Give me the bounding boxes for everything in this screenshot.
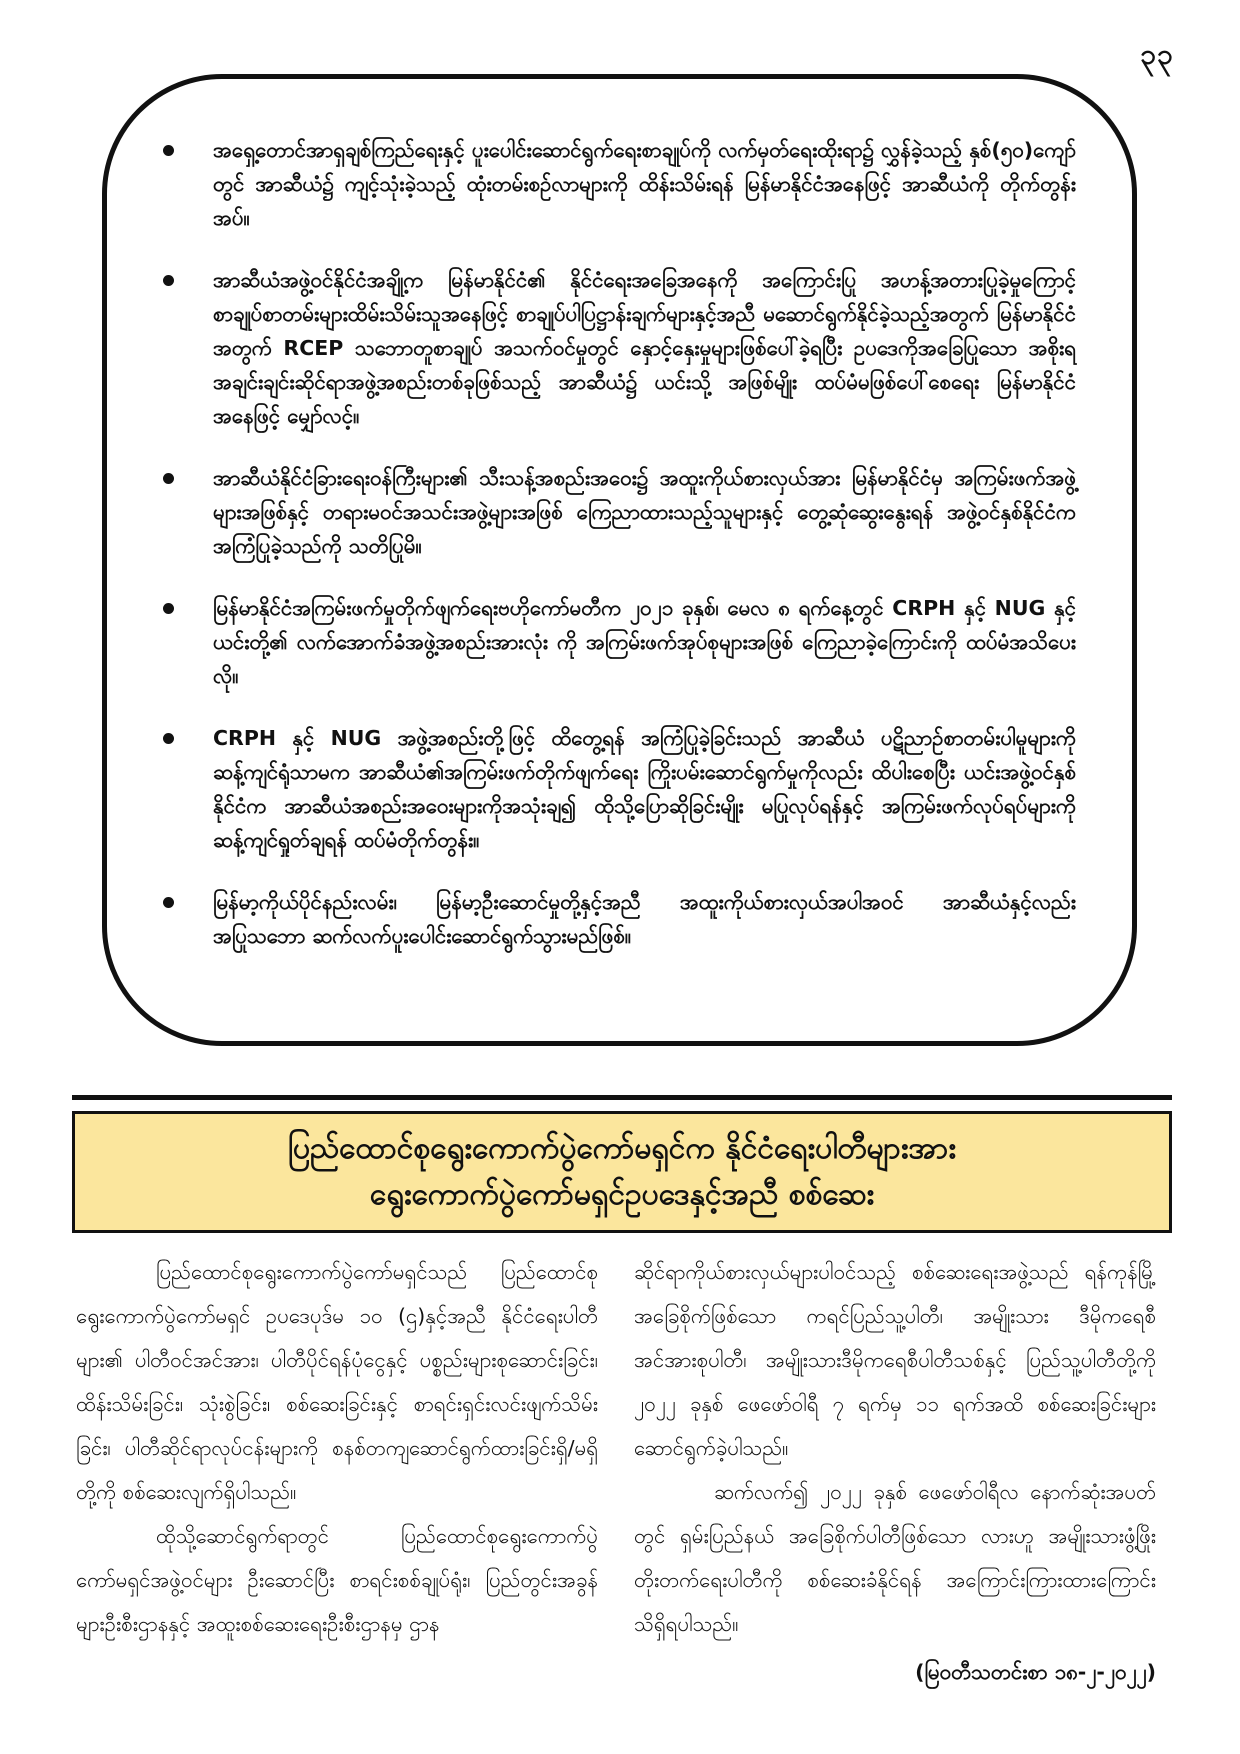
article-paragraph: ဆက်လက်၍ ၂၀၂၂ ခုနှစ် ဖေဖော်ဝါရီလ နောက်ဆုံးအပတ်တွင် ရှမ်းပြည်နယ် အခြေစိုက်ပါတီဖြစ်သော လားဟူ အမျိုးသားဖွံ့ဖြိုးတိုးတက်ရေးပါတီကို စစ်ဆေးခံနိုင်ရန် အကြောင်းကြားထားကြောင်း သိရှိရပါသည်။ (634, 1480, 1156, 1636)
bullet-item (163, 133, 1076, 235)
bullet-dot-icon (163, 275, 174, 286)
headline-line-1: ပြည်ထောင်စုရွေးကောက်ပွဲကော်မရှင်က နိုင်ငံရေးပါတီများအား (288, 1131, 956, 1166)
bullet-text: မြန်မာ့ကိုယ်ပိုင်နည်းလမ်း၊ မြန်မာ့ဦးဆောင်မှုတို့နှင့်အညီ အထူးကိုယ်စားလှယ်အပါအဝင် အာဆီယံနှင့်လည်း အပြုသဘော ဆက်လက်ပူးပေါင်းဆောင်ရွက်သွားမည်ဖြစ်။ (213, 890, 1076, 948)
bullet-item (163, 461, 1076, 563)
bullet-item (163, 591, 1076, 693)
statement-bullet-list (163, 133, 1076, 953)
statement-box (102, 74, 1137, 1046)
bullet-text: အရှေ့တောင်အာရှချစ်ကြည်ရေးနှင့် ပူးပေါင်းဆောင်ရွက်ရေးစာချုပ်ကို လက်မှတ်ရေးထိုးရာ၌ လွှန်ခဲ့သည့် နှစ်(၅၀)ကျော်တွင် အာဆီယံ၌ ကျင့်သုံးခဲ့သည့် ထုံးတမ်းစဉ်လာများကို ထိန်းသိမ်းရန် မြန်မာနိုင်ငံအနေဖြင့် အာဆီယံကို တိုက်တွန်းအပ်။ (213, 138, 1076, 230)
bullet-text: အာဆီယံအဖွဲ့ဝင်နိုင်ငံအချို့က မြန်မာနိုင်ငံ၏ နိုင်ငံရေးအခြေအနေကို အကြောင်းပြု အဟန့်အတားပြုခဲ့မှုကြောင့် စာချုပ်စာတမ်းများထိမ်းသိမ်းသူအနေဖြင့် စာချုပ်ပါပြဋ္ဌာန်းချက်များနှင့်အညီ မဆောင်ရွက်နိုင်ခဲ့သည့်အတွက် မြန်မာနိုင်ငံအတွက် RCEP သဘောတူစာချုပ် အသက်ဝင်မှုတွင် နှောင့်နှေးမှုများဖြစ်ပေါ်ခဲ့ရပြီး ဥပဒေကိုအခြေပြုသော အစိုးရအချင်းချင်းဆိုင်ရာအဖွဲ့အစည်းတစ်ခုဖြစ်သည့် အာဆီယံ၌ ယင်းသို့ အဖြစ်မျိုး ထပ်မံမဖြစ်ပေါ်စေရေး မြန်မာနိုင်ငံအနေဖြင့် မျှော်လင့်။ (213, 268, 1076, 428)
article-paragraph: ပြည်ထောင်စုရွေးကောက်ပွဲကော်မရှင်သည် ပြည်ထောင်စုရွေးကောက်ပွဲကော်မရှင် ဥပဒေပုဒ်မ ၁၀ (ဌ)နှင့်အညီ နိုင်ငံရေးပါတီများ၏ ပါတီဝင်အင်အား၊ ပါတီပိုင်ရန်ပုံငွေနှင့် ပစ္စည်းများစုဆောင်းခြင်း၊ ထိန်းသိမ်းခြင်း၊ သုံးစွဲခြင်း၊ စစ်ဆေးခြင်းနှင့် စာရင်းရှင်းလင်းဖျက်သိမ်းခြင်း၊ ပါတီဆိုင်ရာလုပ်ငန်းများကို စနစ်တကျဆောင်ရွက်ထားခြင်းရှိ/မရှိတို့ကို စစ်ဆေးလျက်ရှိပါသည်။ (76, 1260, 598, 1504)
bullet-dot-icon (163, 897, 174, 908)
article-paragraph: ထိုသို့ဆောင်ရွက်ရာတွင် ပြည်ထောင်စုရွေးကောက်ပွဲကော်မရှင်အဖွဲ့ဝင်များ ဦးဆောင်ပြီး စာရင်းစစ်ချုပ်ရုံး၊ ပြည်တွင်းအခွန်များဦးစီးဌာနနှင့် အထူးစစ်ဆေးရေးဦးစီးဌာနမှ ဌာန (76, 1524, 598, 1636)
headline-line-2: ရွေးကောက်ပွဲကော်မရှင်ဥပဒေနှင့်အညီ စစ်ဆေး (369, 1177, 875, 1212)
bullet-dot-icon (163, 733, 174, 744)
article-source: (မြဝတီသတင်းစာ ၁၈-၂-၂၀၂၂) (915, 1660, 1156, 1684)
bullet-item (163, 263, 1076, 433)
page-number: ၃၃ (1140, 38, 1174, 71)
bullet-dot-icon (163, 603, 174, 614)
bullet-item (163, 885, 1076, 953)
bullet-text: မြန်မာနိုင်ငံအကြမ်းဖက်မှုတိုက်ဖျက်ရေးဗဟိုကော်မတီက ၂၀၂၁ ခုနှစ်၊ မေလ ၈ ရက်နေ့တွင် CRPH နှင့် NUG နှင့် ယင်းတို့၏ လက်အောက်ခံအဖွဲ့အစည်းအားလုံး ကို အကြမ်းဖက်အုပ်စုများအဖြစ် ကြေညာခဲ့ကြောင်းကို ထပ်မံအသိပေးလို။ (213, 596, 1076, 688)
bullet-item (163, 721, 1076, 857)
bullet-dot-icon (163, 473, 174, 484)
article-column-right (634, 1250, 1156, 1694)
section-divider (72, 1095, 1172, 1100)
bullet-text: CRPH နှင့် NUG အဖွဲ့အစည်းတို့ဖြင့် ထိတွေ့ရန် အကြံပြုခဲ့ခြင်းသည် အာဆီယံ ပဋိညာဉ်စာတမ်းပါမူများကို ဆန့်ကျင်ရုံသာမက အာဆီယံ၏အကြမ်းဖက်တိုက်ဖျက်ရေး ကြိုးပမ်းဆောင်ရွက်မှုကိုလည်း ထိပါးစေပြီး ယင်းအဖွဲ့ဝင်နှစ်နိုင်ငံက အာဆီယံအစည်းအဝေးများကိုအသုံးချ၍ ထိုသို့ပြောဆိုခြင်းမျိုး မပြုလုပ်ရန်နှင့် အကြမ်းဖက်လုပ်ရပ်များကို ဆန့်ကျင်ရှုတ်ချရန် ထပ်မံတိုက်တွန်း။ (213, 726, 1076, 852)
article-paragraph: ဆိုင်ရာကိုယ်စားလှယ်များပါဝင်သည့် စစ်ဆေးရေးအဖွဲ့သည် ရန်ကုန်မြို့ အခြေစိုက်ဖြစ်သော ကရင်ပြည်သူ့ပါတီ၊ အမျိုးသား ဒီမိုကရေစီအင်အားစုပါတီ၊ အမျိုးသားဒီမိုကရေစီပါတီသစ်နှင့် ပြည်သူ့ပါတီတို့ကို ၂၀၂၂ ခုနှစ် ဖေဖော်ဝါရီ ၇ ရက်မှ ၁၁ ရက်အထိ စစ်ဆေးခြင်းများဆောင်ရွက်ခဲ့ပါသည်။ (634, 1260, 1156, 1460)
article-column-left (76, 1250, 598, 1646)
bullet-text: အာဆီယံနိုင်ငံခြားရေးဝန်ကြီးများ၏ သီးသန့်အစည်းအဝေး၌ အထူးကိုယ်စားလှယ်အား မြန်မာနိုင်ငံမှ အကြမ်းဖက်အဖွဲ့များအဖြစ်နှင့် တရားမဝင်အသင်းအဖွဲ့များအဖြစ် ကြေညာထားသည့်သူများနှင့် တွေ့ဆုံဆွေးနွေးရန် အဖွဲ့ဝင်နှစ်နိုင်ငံက အကြံပြုခဲ့သည်ကို သတိပြုမိ။ (213, 466, 1076, 558)
article-headline-box (72, 1111, 1172, 1233)
bullet-dot-icon (163, 145, 174, 156)
